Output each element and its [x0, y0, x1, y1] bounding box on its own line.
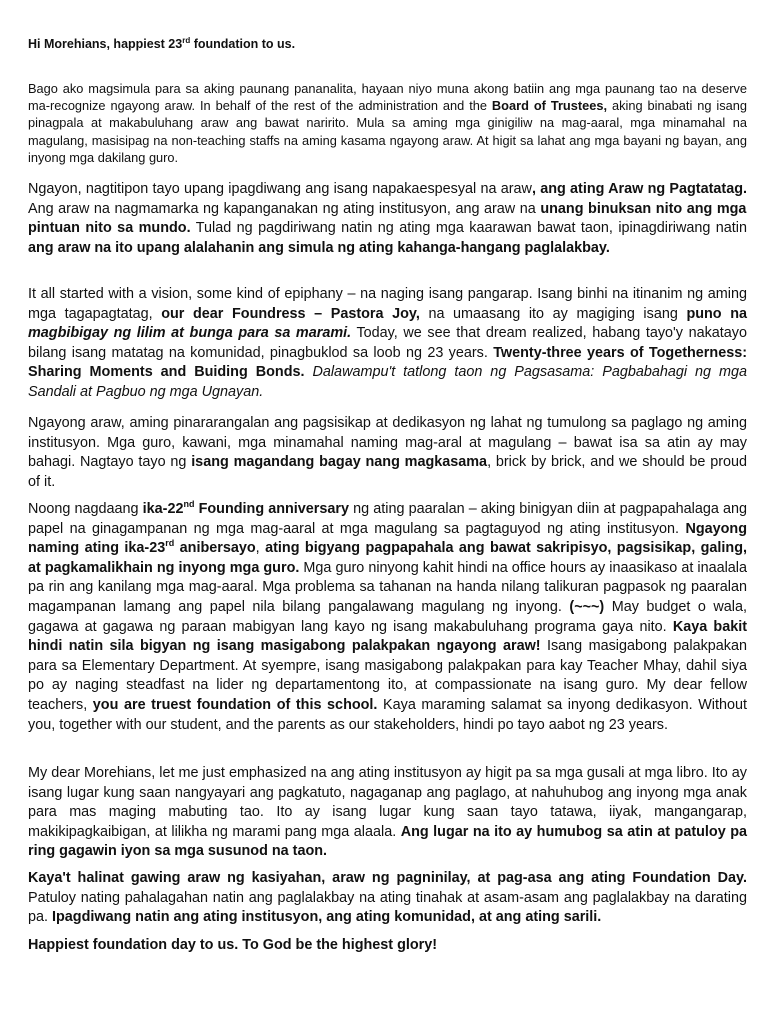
anniversary-theme: Twenty-three years of Togetherness: Sharing Moments and Buiding Bonds.	[28, 344, 747, 381]
greeting-line	[28, 37, 295, 51]
greeting-text: Hi Morehians, happiest 23	[28, 37, 183, 51]
paragraph-foundation-day: Ngayon, nagtitipon tayo upang ipagdiwang ang isang napakaespesyal na araw, ang ating Araw ng Pagtatatag. Ang araw na nagmamarka ng kapanganakan ng ating institusyon, ang araw na unang binuksan nito ang mga pintuan nito sa mundo. Tulad ng pagdiriwang natin ng ating mga kaarawan bawat taon, ipinagdiriwang natin ang araw na ito upang alalahanin ang simula ng ating kahanga-hangang paglalakbay.	[28, 181, 747, 256]
paragraph-vision: It all started with a vision, some kind of epiphany – na naging isang pangarap. Isang binhi na itinanim ng aming mga tagapagtatag, our dear Foundress – Pastora Joy, na umaasang ito ay magiging isang puno na magbibigay ng lilim at bunga para sa marami. Today, we see that dream realized, habang tayo'y nakatayo bilang isang matatag na komunidad, pinagbuklod sa loob ng 23 years. Twenty-three years of Togetherness: Sharing Moments and Buiding Bonds. Dalawampu't tatlong taon ng Pagsasama: Pagbabahagi ng mga Sandali at Pagbuo ng mga Ugnayan.	[28, 286, 747, 400]
paragraph-honor: Ngayong araw, aming pinararangalan ang pagsisikap at dedikasyon ng lahat ng tumulong sa paglago ng aming institusyon. Mga guro, kawani, mga minamahal naming mag-aral at magulang – bawat isa sa atin ay may bahagi. Nagtayo tayo ng isang magandang bagay nang magkasama, brick by brick, and we should be proud of it.	[28, 415, 747, 490]
paragraph-teachers: Noong nagdaang ika-22nd Founding anniversary ng ating paaralan – aking binigyan diin at pagpapahalaga ang papel na ginagampanan ng mga mag-aaral at mga magulang sa pagtaguyod ng ating institusyon. Ngayong naming ating ika-23rd anibersayo, ating bigyang pagpapahala ang bawat sakripisyo, pagsisikap, galing, at pagkamalikhain ng inyong mga guro. Mga guro ninyong kahit hindi na office hours ay inaasikaso at inaalala pa rin ang kanilang mga mag-aaral. Mga problema sa tahanan na handa nilang talikuran pagpasok ng paaralan magampanan lamang ang papel nila bilang pangalawang magulang ng inyong. (~~~) May budget o wala, gagawa at gagawa ng paraan mabigyan lang kayo ng isang makabuluhang programa gaya nito. Kaya bakit hindi natin sila bigyan ng isang masigabong palakpakan ngayong araw! Isang masigabong palakpakan para sa Elementary Department. At syempre, isang masigabong palakpakan para kay Teacher Mhay, dahil siya po ay naging steadfast na lider ng departamentong ito, at compassionate na isang guro. My dear fellow teachers, you are truest foundation of this school. Kaya maraming salamat sa inyong dedikasyon. Without you, together with our student, and the parents as our stakeholders, hindi po tayo aabot ng 23 years.	[28, 499, 748, 733]
paragraph-closing: Happiest foundation day to us. To God be the highest glory!	[28, 937, 438, 953]
anniversary-theme-translation: Dalawampu't tatlong taon ng Pagsasama: Pagbabahagi ng mga Sandali at Pagbuo ng mga Ugnayan.	[28, 364, 747, 400]
paragraph-institution: My dear Morehians, let me just emphasized na ang ating institusyon ay higit pa sa mga gusali at mga libro. Ito ay isang lugar kung saan nangyayari ang pagkatuto, nagaganap ang paglago, at nahuhubog ang inyong mga anak para mas maging mabuting tao. Ito ay isang lugar kung saan tayo tatawa, iiyak, mangangarap, makikipagkaibigan, at lilikha ng marami pang mga alaala. Ang lugar na ito ay humubog sa atin at patuloy pa ring gagawin iyon sa mga susunod na taon.	[28, 765, 747, 860]
board-of-trustees: Board of Trustees,	[491, 98, 608, 114]
foundress-name: our dear Foundress – Pastora Joy,	[161, 305, 420, 322]
greeting-text-end: foundation to us.	[190, 37, 296, 51]
paragraph-celebration: Kaya't halinat gawing araw ng kasiyahan, araw ng pagninilay, at pag-asa ang ating Foundation Day. Patuloy nating pahalagahan natin ang paglalakbay na ating tinahak at asam-asam ang paglalakbay na darating pa. Ipagdiwang natin ang ating institusyon, ang ating komunidad, at ang ating sarili.	[28, 870, 747, 926]
greeting-ordinal: rd	[182, 35, 191, 45]
paragraph-intro: Bago ako magsimula para sa aking paunang pananalita, hayaan niyo muna akong batiin ang mga paunang tao na deserve ma-recognize ngayong araw. In behalf of the rest of the administration and the Board of Trustees, aking binabati ng isang pinagpala at makabuluhang araw ang bawat naririto. Mula sa aming mga ginigiliw na mag-aaral, mga minamahal na magulang, masisipag na non-teaching staffs na aming kasama ngayong araw. At higit sa lahat ang mga bayani ng bayan, ang inyong mga dakilang guro.	[28, 81, 748, 165]
